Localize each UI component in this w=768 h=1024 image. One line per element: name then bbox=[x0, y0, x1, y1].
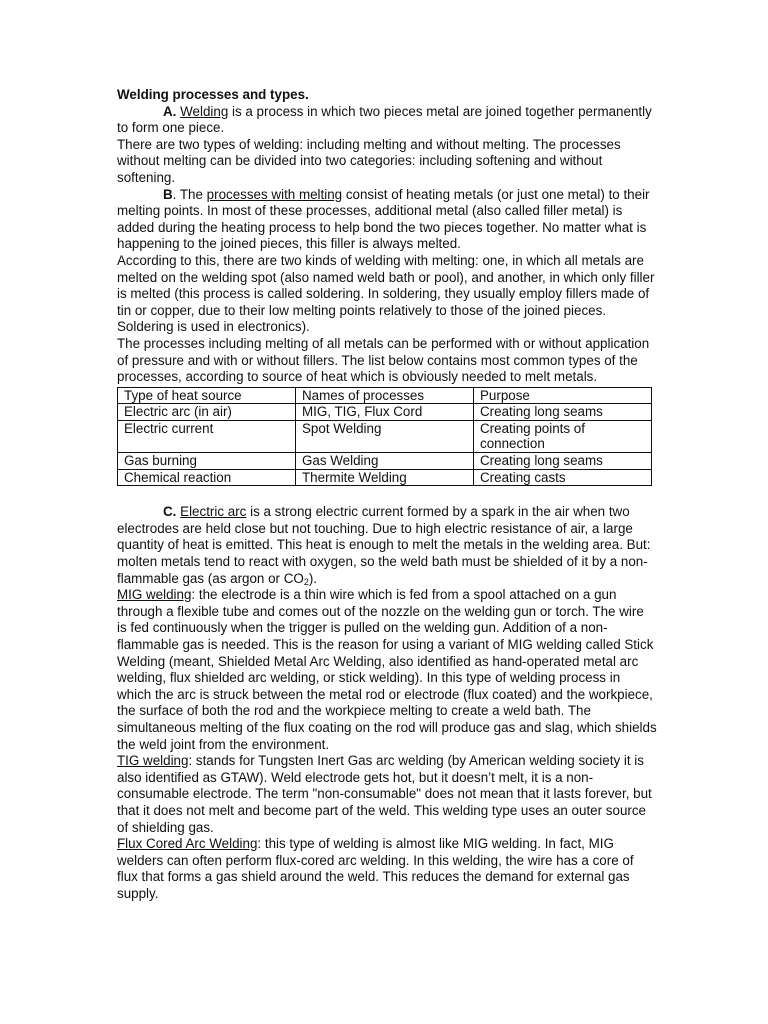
section-c-subscript: 2 bbox=[303, 576, 309, 587]
table-cell: Creating long seams bbox=[474, 404, 652, 421]
table-cell: Chemical reaction bbox=[118, 469, 296, 486]
table-header-cell: Type of heat source bbox=[118, 387, 296, 404]
table-cell: Creating casts bbox=[474, 469, 652, 486]
table-cell: Spot Welding bbox=[296, 420, 474, 452]
heat-source-table bbox=[117, 387, 652, 487]
table-row bbox=[118, 404, 652, 421]
table-cell: Electric arc (in air) bbox=[118, 404, 296, 421]
table-cell: Creating long seams bbox=[474, 453, 652, 470]
section-a-paragraph bbox=[117, 104, 657, 137]
table-row bbox=[118, 420, 652, 452]
section-a-label: A. bbox=[163, 103, 177, 119]
section-b-text: consist of heating metals (or just one metal) to their melting points. In most of these processes, additional metal (also called filler metal) is added during the heating process to help bond the two pieces together. No matter what is happening to the joined pieces, this filler is always melted. bbox=[117, 186, 650, 252]
section-b-pre: . The bbox=[172, 186, 207, 202]
document-title: Welding processes and types. bbox=[117, 87, 309, 102]
section-b-label: B bbox=[163, 186, 173, 202]
section-c-label: C. bbox=[163, 504, 177, 520]
kinds-paragraph: According to this, there are two kinds of welding with melting: one, in which all metals are melted on the welding spot (also named weld bath or pool), and another, in which only filler is melted (this process is called soldering. In soldering, they usually employ fillers made of tin or copper, due to their low melting points relatively to those of the joined pieces. Soldering is used in electronics). bbox=[117, 252, 655, 335]
mig-paragraph bbox=[117, 587, 657, 753]
table-header-row bbox=[118, 387, 652, 404]
flux-text: : this type of welding is almost like MIG welding. In fact, MIG welders can often perform flux-cored arc welding. In this welding, the wire has a core of flux that forms a gas shield around the weld. This reduces the demand for external gas supply. bbox=[117, 836, 634, 901]
table-header-cell: Purpose bbox=[474, 387, 652, 404]
list-intro-paragraph: The processes including melting of all metals can be performed with or without application of pressure and with or without fillers. The list below contains most common types of the processes, according to source of heat which is obviously needed to melt metals. bbox=[117, 335, 650, 385]
flux-paragraph bbox=[117, 836, 657, 902]
flux-term: Flux Cored Arc Welding bbox=[117, 836, 258, 852]
table-cell: MIG, TIG, Flux Cord bbox=[296, 404, 474, 421]
types-paragraph: There are two types of welding: including melting and without melting. The processes without melting can be divided into two categories: including softening and without softening. bbox=[117, 136, 621, 185]
table-cell: Electric current bbox=[118, 420, 296, 452]
table-cell: Thermite Welding bbox=[296, 469, 474, 486]
tig-term: TIG welding bbox=[117, 753, 189, 769]
table-row bbox=[118, 453, 652, 470]
table-cell: Creating points of connection bbox=[474, 420, 652, 452]
mig-text: : the electrode is a thin wire which is fed from a spool attached on a gun through a flexible tube and comes out of the nozzle on the welding gun or torch. The wire is fed continuously when the trigger is pulled on the welding gun. Addition of a non-flammable gas is needed. This is the reason for using a variant of MIG welding called Stick Welding (meant, Shielded Metal Arc Welding, also identified as hand-operated metal arc welding, flux shielded arc welding, or stick welding). In this type of welding process in which the arc is struck between the metal rod or electrode (flux coated) and the workpiece, the surface of both the rod and the workpiece melting to create a weld bath. The simultaneous melting of the flux coating on the rod will produce gas and slag, which shields the weld joint from the environment. bbox=[117, 587, 657, 752]
tig-text: : stands for Tungsten Inert Gas arc welding (by American welding society it is also identified as GTAW). Weld electrode gets hot, but it doesn’t melt, it is a non-consumable electrode. The term "non-consumable" does not mean that it lasts forever, but that it does not melt and become part of the weld. This welding type uses an outer source of shielding gas. bbox=[117, 753, 652, 835]
section-a-text: is a process in which two pieces metal are joined together permanently to form one piece. bbox=[117, 103, 652, 136]
table-cell: Gas burning bbox=[118, 453, 296, 470]
section-c-end: ). bbox=[308, 570, 318, 586]
section-c-text: is a strong electric current formed by a spark in the air when two electrodes are held close but not touching. Due to high electric resistance of air, a large quantity of heat is emitted. This heat is enough to melt the metals in the welding area. But: molten metals tend to react with oxygen, so the weld bath must be shielded of it by a non-flammable gas (as argon or CO bbox=[117, 504, 651, 586]
section-c-paragraph bbox=[117, 504, 657, 587]
section-a-term: Welding bbox=[180, 103, 229, 119]
section-c-term: Electric arc bbox=[180, 504, 247, 520]
table-row bbox=[118, 469, 652, 486]
table-header-cell: Names of processes bbox=[296, 387, 474, 404]
tig-paragraph bbox=[117, 753, 657, 836]
section-spacer bbox=[117, 486, 657, 504]
section-b-paragraph bbox=[117, 187, 657, 253]
mig-term: MIG welding bbox=[117, 587, 192, 603]
table-cell: Gas Welding bbox=[296, 453, 474, 470]
document-page bbox=[117, 87, 657, 903]
section-b-term: processes with melting bbox=[206, 186, 343, 202]
